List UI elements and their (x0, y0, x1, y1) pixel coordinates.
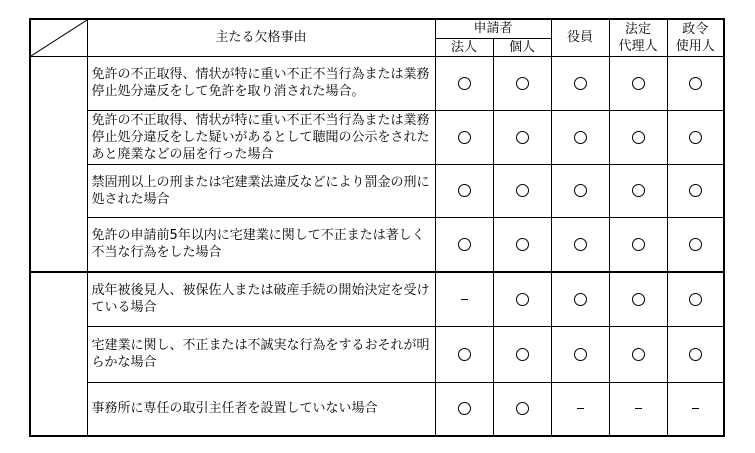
mark-cell-gov-emp (667, 56, 724, 110)
reason-cell: 事務所に専任の取引主任者を設置していない場合 (87, 382, 435, 436)
legal-rep-line2: 代理人 (618, 38, 658, 54)
circle-mark-icon (458, 402, 471, 415)
mark-cell-individual (493, 272, 551, 326)
circle-mark-icon (632, 131, 645, 144)
group-cell-2 (30, 272, 87, 436)
mark-cell-gov-emp (667, 217, 724, 272)
individual-header: 個人 (493, 38, 551, 56)
mark-cell-corporation (435, 164, 493, 217)
circle-mark-icon (516, 131, 529, 144)
disqualification-table (29, 18, 725, 437)
mark-cell-corporation (435, 326, 493, 382)
mark-cell-corporation (435, 110, 493, 164)
mark-cell-legal-rep (609, 56, 667, 110)
mark-cell-officer (551, 382, 609, 436)
mark-cell-legal-rep (609, 217, 667, 272)
circle-mark-icon (458, 238, 471, 251)
circle-mark-icon (574, 238, 587, 251)
circle-mark-icon (458, 184, 471, 197)
table-row (30, 382, 724, 436)
dash-mark-icon (461, 299, 468, 300)
circle-mark-icon (689, 131, 702, 144)
dash-mark-icon (577, 408, 584, 409)
applicant-group-header: 申請者 (435, 19, 551, 38)
legal-rep-line1: 法定 (625, 21, 652, 37)
circle-mark-icon (632, 348, 645, 361)
corner-diagonal (31, 20, 87, 56)
circle-mark-icon (689, 77, 702, 90)
circle-mark-icon (574, 293, 587, 306)
gov-emp-line1: 政令 (682, 21, 709, 37)
legal-representative-header (609, 19, 667, 56)
group-cell-1 (30, 56, 87, 272)
mark-cell-legal-rep (609, 164, 667, 217)
mark-cell-officer (551, 217, 609, 272)
officer-header: 役員 (551, 19, 609, 56)
mark-cell-individual (493, 382, 551, 436)
government-employee-header (667, 19, 724, 56)
circle-mark-icon (632, 184, 645, 197)
mark-cell-individual (493, 164, 551, 217)
mark-cell-officer (551, 272, 609, 326)
mark-cell-gov-emp (667, 382, 724, 436)
mark-cell-gov-emp (667, 164, 724, 217)
circle-mark-icon (516, 348, 529, 361)
mark-cell-corporation (435, 272, 493, 326)
circle-mark-icon (574, 184, 587, 197)
circle-mark-icon (632, 77, 645, 90)
circle-mark-icon (689, 238, 702, 251)
table-body (30, 56, 724, 436)
mark-cell-individual (493, 56, 551, 110)
circle-mark-icon (574, 131, 587, 144)
reason-column-header: 主たる欠格事由 (87, 19, 435, 56)
circle-mark-icon (516, 238, 529, 251)
corner-cell (30, 19, 87, 56)
circle-mark-icon (574, 348, 587, 361)
reason-cell: 宅建業に関し、不正または不誠実な行為をするおそれが明らかな場合 (87, 326, 435, 382)
table-row (30, 56, 724, 110)
circle-mark-icon (458, 348, 471, 361)
mark-cell-legal-rep (609, 272, 667, 326)
circle-mark-icon (574, 77, 587, 90)
circle-mark-icon (458, 77, 471, 90)
mark-cell-officer (551, 110, 609, 164)
table-row (30, 272, 724, 326)
circle-mark-icon (516, 77, 529, 90)
mark-cell-gov-emp (667, 326, 724, 382)
circle-mark-icon (632, 238, 645, 251)
reason-cell: 免許の不正取得、情状が特に重い不正不当行為または業務停止処分違反をして免許を取り消された場合。 (87, 56, 435, 110)
dash-mark-icon (635, 408, 642, 409)
reason-cell: 免許の不正取得、情状が特に重い不正不当行為または業務停止処分違反をした疑いがあるとして聴聞の公示をされたあと廃業などの届を行った場合 (87, 110, 435, 164)
mark-cell-officer (551, 56, 609, 110)
mark-cell-legal-rep (609, 382, 667, 436)
mark-cell-gov-emp (667, 272, 724, 326)
mark-cell-corporation (435, 56, 493, 110)
mark-cell-gov-emp (667, 110, 724, 164)
mark-cell-legal-rep (609, 326, 667, 382)
mark-cell-officer (551, 326, 609, 382)
circle-mark-icon (458, 131, 471, 144)
mark-cell-officer (551, 164, 609, 217)
table-row (30, 164, 724, 217)
circle-mark-icon (516, 293, 529, 306)
mark-cell-legal-rep (609, 110, 667, 164)
circle-mark-icon (516, 184, 529, 197)
mark-cell-individual (493, 110, 551, 164)
mark-cell-individual (493, 326, 551, 382)
corporation-header: 法人 (435, 38, 493, 56)
gov-emp-line2: 使用人 (675, 38, 715, 54)
circle-mark-icon (689, 184, 702, 197)
circle-mark-icon (689, 348, 702, 361)
table-row (30, 217, 724, 272)
reason-cell: 禁固刑以上の刑または宅建業法違反などにより罰金の刑に処された場合 (87, 164, 435, 217)
reason-cell: 成年被後見人、被保佐人または破産手続の開始決定を受けている場合 (87, 272, 435, 326)
circle-mark-icon (632, 293, 645, 306)
mark-cell-corporation (435, 382, 493, 436)
circle-mark-icon (689, 293, 702, 306)
circle-mark-icon (516, 402, 529, 415)
table-row (30, 326, 724, 382)
mark-cell-corporation (435, 217, 493, 272)
reason-cell: 免許の申請前5年以内に宅建業に関して不正または著しく不当な行為をした場合 (87, 217, 435, 272)
table-row (30, 110, 724, 164)
dash-mark-icon (692, 408, 699, 409)
mark-cell-individual (493, 217, 551, 272)
